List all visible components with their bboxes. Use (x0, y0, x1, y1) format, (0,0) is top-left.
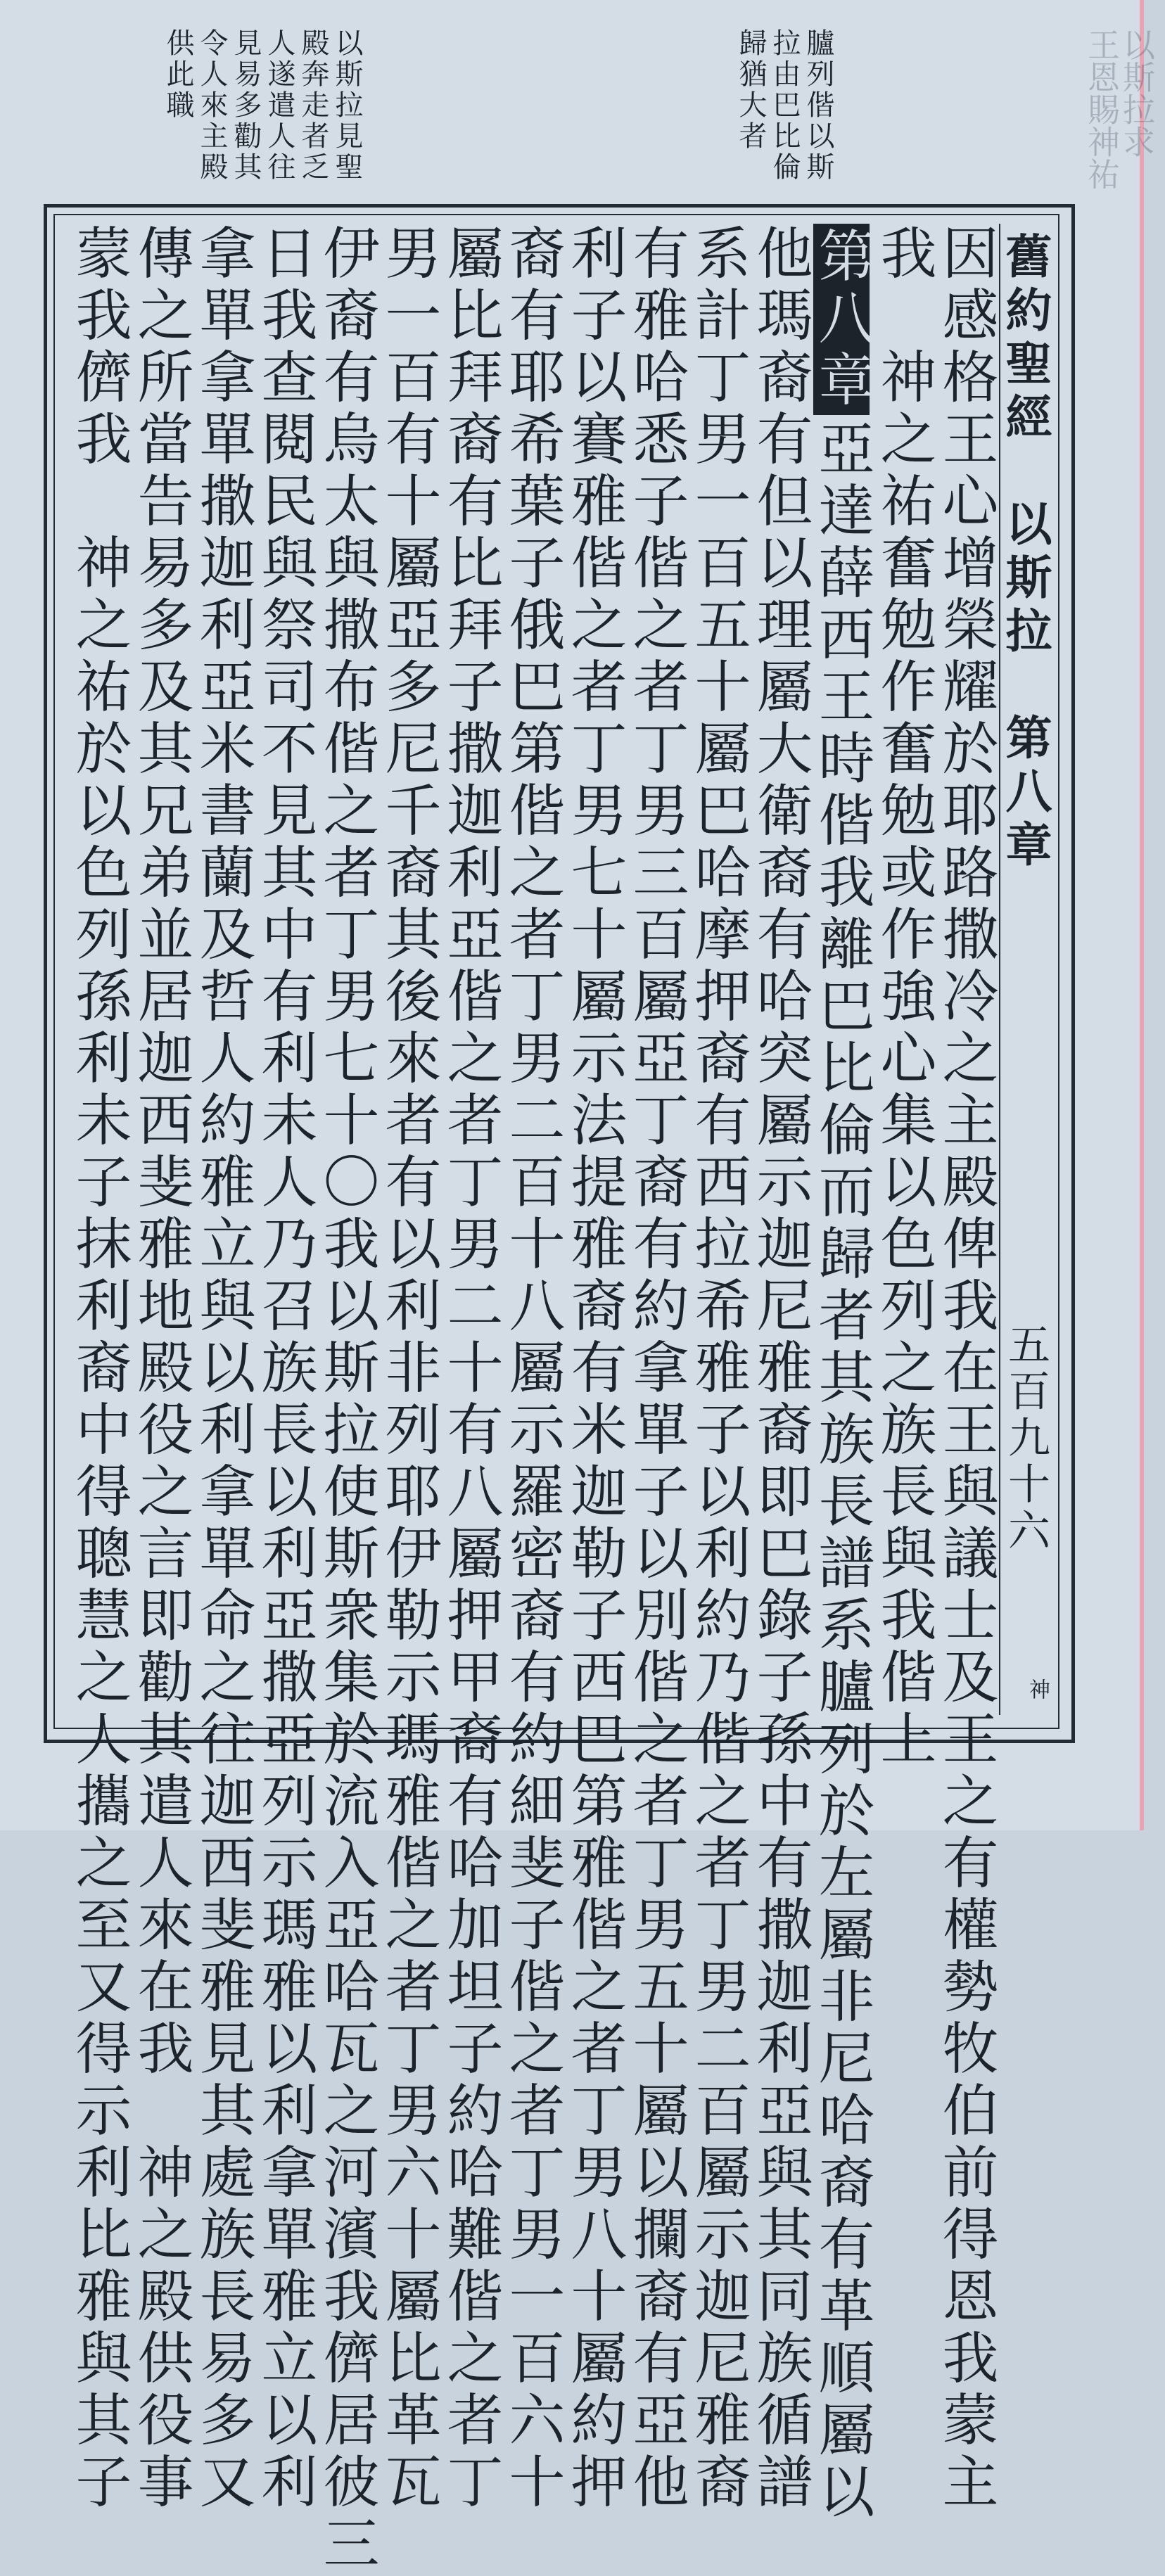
text-column: 日我查閱民與祭司不見其中有利未人乃召族長以利亞撒亞列示瑪雅以利拿單雅立以利 (252, 224, 317, 2514)
text-column: 我 神之祐奮勉作奮勉或作強心集以色列之族長與我偕上 (871, 224, 936, 1771)
text-column: 有雅哈悉子偕之者丁男三百屬亞丁裔有約拿單子以別偕之者丁男五十屬以攔裔有亞他 (623, 224, 689, 2514)
text-column: 他瑪裔有但以理屬大衛裔有哈突屬示迦尼雅裔即巴錄子孫中有撒迦利亞與其同族循譜 (747, 224, 813, 2514)
margin-note-line: 歸猶大者 (734, 28, 767, 152)
running-title: 舊約聖經 以斯拉 第八章 (998, 232, 1052, 874)
margin-note-line: 見易多勸其 (229, 28, 262, 183)
text-column: 男一百有十屬亞多尼千裔其後來者有以利非列耶伊勒示瑪雅偕之者丁男六十屬比革瓦 (376, 224, 441, 2514)
text-column: 伊裔有烏太與撒布偕之者丁男七十〇我以斯拉使斯衆集於流入亞哈瓦之河濱我儕居彼三 (314, 224, 379, 2576)
text-column: 屬比拜裔有比拜子撒迦利亞偕之者丁男二十有八屬押甲裔有哈加坦子約哈難偕之者丁 (438, 224, 503, 2514)
text-column: 拿單拿單撒迦利亞米書蘭及哲人約雅立與以利拿單命之往迦西斐雅見其處族長易多又 (190, 224, 255, 2514)
text-column: 利子以賽雅偕之者丁男七十屬示法提雅裔有米迦勒子西巴第雅偕之者丁男八十屬約押 (561, 224, 627, 2514)
footer-mark: 神 (1025, 1678, 1050, 1700)
margin-note-line: 供此職 (162, 28, 194, 121)
text-column: 因感格王心增榮耀於耶路撒冷之主殿俾我在王與議士及王之有權勢牧伯前得恩我蒙主 (933, 224, 998, 2514)
bleed-through-text: 王恩賜神祐 (1083, 28, 1121, 190)
margin-note-line: 以斯拉見聖 (331, 28, 363, 183)
text-column: 蒙我儕我 神之祐於以色列孫利未子抹利裔中得聰慧之人攜之至又得示利比雅與其子 (66, 224, 132, 2514)
margin-note-line: 臚列偕以斯 (802, 28, 834, 183)
bleed-through-text: 以斯拉求 (1118, 28, 1156, 158)
chapter-heading: 第八章 (813, 224, 870, 415)
margin-note-line: 人遂遣人往 (263, 28, 295, 183)
text-column (809, 224, 874, 2524)
margin-note-line: 拉由巴比倫 (768, 28, 801, 183)
margin-note-line: 殿奔走者乏 (297, 28, 329, 183)
text-column: 傳之所當告易多及其兄弟並居迦西斐雅地殿役之言即勸其遣人來在我 神之殿供役事 (128, 224, 193, 2514)
text-column: 裔有耶希葉子俄巴第偕之者丁男二百十八屬示羅密裔有約細斐子偕之者丁男一百六十 (499, 224, 565, 2514)
text-column-content: 亞達薛西王時偕我離巴比倫而歸者其族長譜系臚列於左屬非尼哈裔有革順屬以 (809, 419, 874, 2524)
page-number: 五百九十六 (1001, 1322, 1050, 1555)
margin-note-line: 令人來主殿 (196, 28, 228, 183)
text-column: 系計丁男一百五十屬巴哈摩押裔有西拉希雅子以利約乃偕之者丁男二百屬示迦尼雅裔 (685, 224, 751, 2514)
scripture-body (66, 224, 998, 2576)
